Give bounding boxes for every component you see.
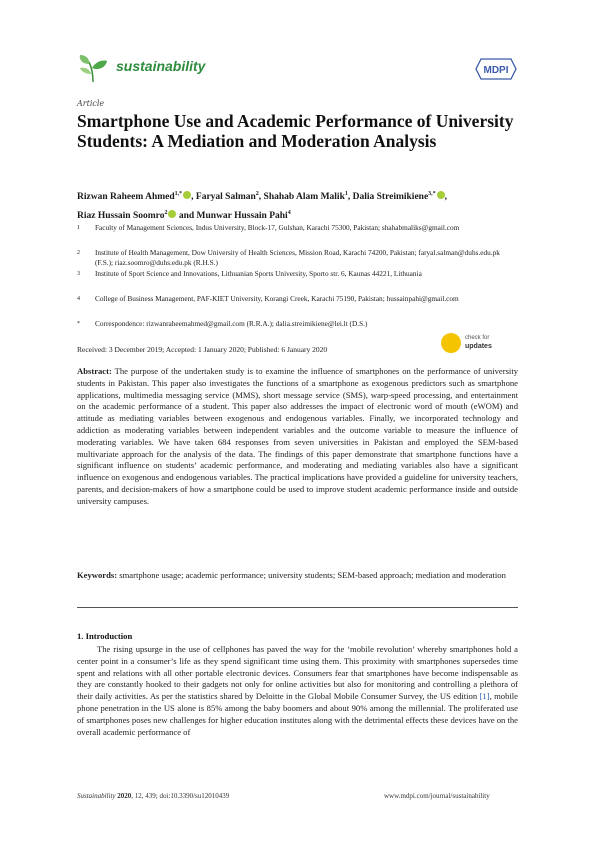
section-divider <box>77 607 518 608</box>
intro-text-part1: The rising upsurge in the use of cellphones has paved the way for the ‘mobile revolution’ whereby smartphones hold a center point in a consumer’s life as they spend significant time using them. This proximity with smartphones supersedes time spent and relations with all other portable electronic devices. Consumers fear that smartphones have become indispensable as they are constantly hooked to their gadgets not only for online activities but also for monitoring and controlling a plethora of their daily activities. As per the statistics shared by Deloitte in the Global Mobile Consumer Survey, the US edition <box>77 644 518 702</box>
abstract <box>77 366 518 508</box>
author-separator: , <box>347 192 353 203</box>
author-name: Faryal Salman <box>195 192 256 203</box>
sustainability-leaf-icon <box>77 52 109 84</box>
citation-link[interactable]: [1] <box>479 691 490 702</box>
keywords-text: smartphone usage; academic performance; university students; SEM-based approach; mediation and moderation <box>119 570 506 580</box>
section-heading: 1. Introduction <box>77 631 133 641</box>
affiliation-text: College of Business Management, PAF-KIET University, Korangi Creek, Karachi 75190, Pakistan; hussainpahi@gmail.com <box>95 294 459 303</box>
article-title: Smartphone Use and Academic Performance of University Students: A Mediation and Moderation Analysis <box>77 111 514 151</box>
author-name: Munwar Hussain Pahi <box>196 211 288 222</box>
footer-journal: Sustainability <box>77 792 116 800</box>
author-name: Dalia Streimikiene <box>352 192 429 203</box>
affiliation-number: * <box>77 321 80 327</box>
affiliation-text: Correspondence: rizwanraheemahmed@gmail.com (R.R.A.); dalia.streimikiene@lei.lt (D.S.) <box>95 319 368 328</box>
affiliation-text: Institute of Health Management, Dow University of Health Sciences, Mission Road, Karachi 74200, Pakistan; faryal.salman@duhs.edu.pk (F.S.); riaz.soomro@duhs.edu.pk (R.H.S.) <box>95 248 500 267</box>
introduction-paragraph <box>77 644 518 738</box>
abstract-label: Abstract: <box>77 366 112 376</box>
footer-year: 2020 <box>117 792 132 800</box>
check-updates-line2: updates <box>465 343 492 350</box>
affiliation-item <box>77 223 517 233</box>
check-for-updates-badge[interactable] <box>441 333 521 355</box>
affiliation-item <box>77 319 517 329</box>
article-type: Article <box>77 99 105 108</box>
footer-citation <box>77 792 229 800</box>
footer-doi: , 12, 439; doi:10.3390/su12010439 <box>131 792 230 800</box>
affiliation-item <box>77 294 517 304</box>
author-name: Rizwan Raheem Ahmed <box>77 192 175 203</box>
footer-url[interactable]: www.mdpi.com/journal/sustainability <box>384 792 490 800</box>
author-separator: , <box>258 192 264 203</box>
author-affiliation-mark: 3,* <box>428 191 436 197</box>
author-separator: , <box>444 192 448 203</box>
intro-text-part2: , mobile phone penetration in the US alone is 85% among the baby boomers and about 90% among the millennial. The proliferated use of smartphones poses new challenges for higher education institutes along with the detrimental effects these devices have on the overall academic performance of <box>77 691 518 737</box>
orcid-icon[interactable] <box>183 191 191 199</box>
publication-dates: Received: 3 December 2019; Accepted: 1 January 2020; Published: 6 January 2020 <box>77 345 328 354</box>
author-list <box>77 186 517 224</box>
affiliation-text: Institute of Sport Science and Innovations, Lithuanian Sports University, Sporto str. 6, Kaunas 44221, Lithuania <box>95 269 422 278</box>
author-separator: and <box>176 211 197 222</box>
author-affiliation-mark: 4 <box>287 210 291 217</box>
affiliation-number: 1 <box>77 225 80 231</box>
affiliation-number: 4 <box>77 296 80 302</box>
keywords-label: Keywords: <box>77 570 118 580</box>
author-affiliation-mark: 1 <box>344 191 348 197</box>
mdpi-logo-icon <box>475 58 517 80</box>
affiliation-text: Faculty of Management Sciences, Indus University, Block-17, Gulshan, Karachi 75300, Pakistan; shahabmaliks@gmail.com <box>95 223 460 232</box>
check-updates-icon <box>441 333 461 353</box>
author-name: Riaz Hussain Soomro <box>77 211 165 222</box>
keywords <box>77 570 518 582</box>
author-affiliation-mark: 1,* <box>174 191 183 197</box>
check-updates-line1: check for <box>465 335 490 341</box>
affiliation-item <box>77 269 517 279</box>
author-affiliation-mark: 2 <box>255 191 259 197</box>
mdpi-logo-text: MDPI <box>483 65 509 76</box>
orcid-icon[interactable] <box>437 191 445 199</box>
affiliation-number: 3 <box>77 271 80 277</box>
affiliation-item <box>77 248 517 268</box>
author-separator: , <box>191 192 196 203</box>
author-name: Shahab Alam Malik <box>263 192 345 203</box>
abstract-text: The purpose of the undertaken study is to examine the influence of smartphones on the performance of university students in Pakistan. This paper also investigates the functions of a smartphone as exogenous predictors such as smartphone applications, multimedia messaging service (MMS), short message service (SMS), warp-speed processing, and entertainment on the academic performance of a student. This paper also addresses the impact of electronic word of mouth (eWOM) and attitude as mediating variables between exogenous and endogenous variables. Finally, we incorporated technology and addiction as moderating variables between independent variables and the outcome variable to measure the influence of moderating variables. We have taken 684 responses from seven universities in Pakistan and employed the SEM-based multivariate approach for the analysis of the data. The findings of this paper demonstrate that smartphone functions have a significant influence on students’ academic performance, and moderating and mediating variables also have a significant influence on exogenous and endogenous variables. The practical implications have provided a guideline for university teachers, parents, and decision-makers of how a smartphone could be used to improve student academic performance inside and outside university campuses. <box>77 366 518 506</box>
author-affiliation-mark: 2 <box>164 210 168 217</box>
affiliation-number: 2 <box>77 250 80 256</box>
journal-name: sustainability <box>116 58 206 74</box>
